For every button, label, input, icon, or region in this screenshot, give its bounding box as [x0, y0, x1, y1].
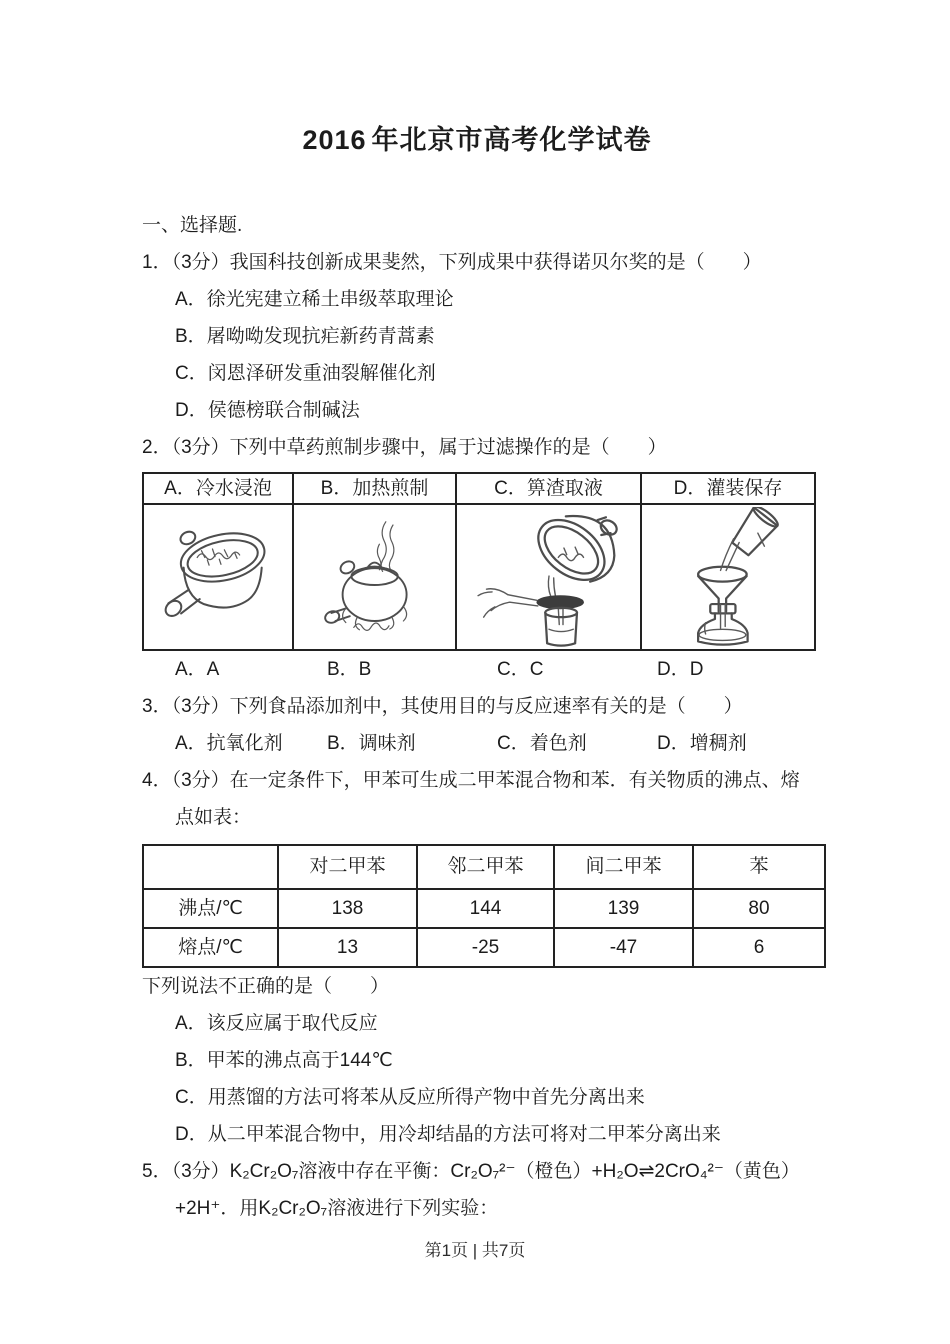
q4-header-para-xylene: 对二甲苯 [278, 845, 417, 889]
q4-option-a: A．该反应属于取代反应 [175, 1013, 378, 1034]
q4-header-ortho-xylene: 邻二甲苯 [417, 845, 554, 889]
funnel-into-bottle-figure [648, 507, 808, 647]
table-cell: 13 [278, 928, 417, 967]
q2-table-figure-row [143, 504, 815, 650]
question-4-stem: 4．（3分）在一定条件下，甲苯可生成二甲苯混合物和苯．有关物质的沸点、熔点如表： [142, 770, 800, 828]
section-heading: 一、选择题. [142, 215, 243, 236]
table-cell: -25 [417, 928, 554, 967]
q2-header-cell-c: C．箅渣取液 [456, 473, 641, 504]
page-title [142, 125, 812, 155]
table-cell: -47 [554, 928, 693, 967]
q3-option-a: A．抗氧化剂 [175, 733, 283, 754]
soaking-pot-figure [148, 508, 288, 646]
q2-answer-d: D．D [657, 659, 704, 680]
q4-option-c: C．用蒸馏的方法可将苯从反应所得产物中首先分离出来 [175, 1087, 645, 1108]
q3-options-row [175, 725, 812, 762]
q4-properties-table [142, 844, 826, 968]
q3-option-c: C．着色剂 [497, 733, 587, 754]
q1-option-c: C．闵恩泽研发重油裂解催化剂 [175, 363, 436, 384]
q4-header-blank [143, 845, 278, 889]
q1-option-a: A．徐光宪建立稀土串级萃取理论 [175, 289, 454, 310]
question-2-stem: 2．（3分）下列中草药煎制步骤中，属于过滤操作的是（ ） [142, 437, 667, 458]
q4-row-label-melting: 熔点/℃ [143, 928, 278, 967]
table-cell: 139 [554, 889, 693, 928]
question-1-stem: 1．（3分）我国科技创新成果斐然，下列成果中获得诺贝尔奖的是（ ） [142, 252, 762, 273]
q2-answer-a: A．A [175, 659, 220, 680]
boiling-pot-figure [309, 508, 441, 646]
q4-option-b: B．甲苯的沸点高于144℃ [175, 1050, 393, 1071]
q4-boiling-point-row [143, 889, 825, 928]
q2-answer-b: B．B [327, 659, 372, 680]
title-text: 年北京市高考化学试卷 [371, 125, 652, 155]
q2-table-header-row [143, 473, 815, 504]
page-footer: 第1页 | 共7页 [424, 1241, 526, 1260]
question-5-stem: 5．（3分）K₂Cr₂O₇溶液中存在平衡：Cr₂O₇²⁻（橙色）+H₂O⇌2CrO₄²⁻（黄色）+2H⁺．用K₂Cr₂O₇溶液进行下列实验： [142, 1161, 800, 1219]
table-cell: 138 [278, 889, 417, 928]
q2-header-cell-b: B．加热煎制 [293, 473, 456, 504]
straining-into-cup-figure [463, 507, 635, 647]
q4-option-d: D．从二甲苯混合物中，用冷却结晶的方法可将对二甲苯分离出来 [175, 1124, 721, 1145]
q4-header-meta-xylene: 间二甲苯 [554, 845, 693, 889]
q4-header-benzene: 苯 [693, 845, 825, 889]
q4-melting-point-row [143, 928, 825, 967]
q2-illustration-table [142, 472, 816, 651]
q2-header-cell-a: A．冷水浸泡 [143, 473, 293, 504]
table-cell: 6 [693, 928, 825, 967]
q4-note: 下列说法不正确的是（ ） [142, 976, 390, 997]
q3-option-d: D．增稠剂 [657, 733, 747, 754]
q2-header-cell-d: D．灌装保存 [641, 473, 815, 504]
q4-row-label-boiling: 沸点/℃ [143, 889, 278, 928]
table-cell: 144 [417, 889, 554, 928]
q1-option-b: B．屠呦呦发现抗疟新药青蒿素 [175, 326, 435, 347]
question-3-stem: 3．（3分）下列食品添加剂中，其使用目的与反应速率有关的是（ ） [142, 696, 743, 717]
title-year: 2016 [302, 125, 367, 155]
q3-option-b: B．调味剂 [327, 733, 416, 754]
q2-answer-row [175, 651, 812, 688]
q4-table-header-row [143, 845, 825, 889]
q1-option-d: D．侯德榜联合制碱法 [175, 400, 360, 421]
q2-answer-c: C．C [497, 659, 544, 680]
table-cell: 80 [693, 889, 825, 928]
